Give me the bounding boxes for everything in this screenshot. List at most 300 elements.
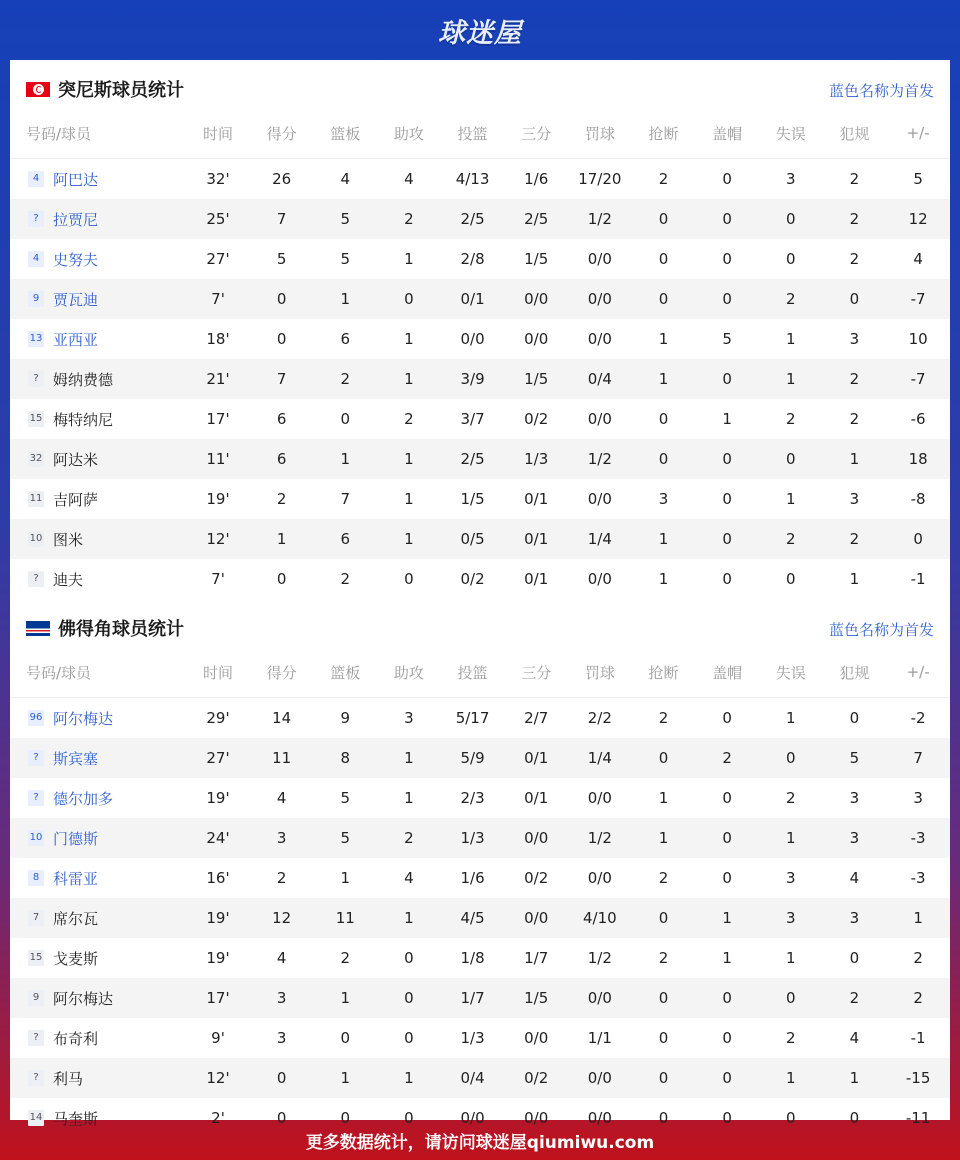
stat-cell: 26 — [272, 170, 292, 188]
column-header: 篮板 — [313, 657, 377, 698]
jersey-number: 9 — [28, 990, 44, 1006]
stat-cell: 1/2 — [587, 949, 612, 967]
stat-cell: -3 — [886, 818, 950, 858]
player-name: 马奎斯 — [53, 1109, 99, 1128]
player-name: 利马 — [53, 1069, 84, 1088]
stat-cell: 12' — [186, 1058, 250, 1098]
stat-cell: 11 — [313, 898, 377, 938]
stat-cell: 12 — [886, 199, 950, 239]
stat-cell: 1 — [377, 519, 441, 559]
stat-cell: 0/0 — [568, 978, 632, 1018]
stat-cell: 2 — [849, 170, 860, 188]
player-name-link[interactable]: 阿尔梅达 — [53, 709, 114, 728]
jersey-number: 32 — [28, 451, 44, 467]
player-cell — [10, 858, 186, 898]
stat-cell: 0/4 — [568, 359, 632, 399]
stat-cell: 0 — [722, 250, 732, 268]
stat-cell: 27' — [206, 250, 230, 268]
jersey-number: 14 — [28, 1110, 44, 1126]
stat-cell: 4 — [404, 869, 414, 887]
stat-cell: 29' — [206, 709, 230, 727]
table-header-row — [10, 657, 950, 698]
stat-cell: 12' — [186, 519, 250, 559]
stat-cell: 1 — [377, 359, 441, 399]
table-row — [10, 199, 950, 239]
stat-cell: 0 — [722, 869, 732, 887]
stat-cell: 0 — [695, 1058, 759, 1098]
jersey-number: 10 — [28, 531, 44, 547]
stat-cell: 1 — [632, 818, 696, 858]
stat-cell: 2 — [276, 490, 287, 508]
player-name: 阿达米 — [53, 450, 99, 469]
stat-cell: 0/5 — [441, 519, 505, 559]
player-name: 姆纳费德 — [53, 370, 114, 389]
stat-cell: 0/1 — [524, 570, 549, 588]
team-section — [10, 60, 950, 599]
stat-cell: 2/5 — [441, 199, 505, 239]
stat-cell: 12 — [250, 898, 314, 938]
column-header: 三分 — [504, 657, 568, 698]
player-name-link[interactable]: 门德斯 — [53, 829, 99, 848]
player-name: 吉阿萨 — [53, 490, 99, 509]
player-name: 图米 — [53, 530, 84, 549]
stat-cell: 2 — [785, 1029, 796, 1047]
stat-cell: 0 — [340, 1029, 351, 1047]
column-header: 抢断 — [632, 657, 696, 698]
stat-cell: 1 — [849, 570, 860, 588]
stat-cell: 0/0 — [524, 1029, 549, 1047]
stat-cell: 0 — [722, 709, 732, 727]
stat-cell: 1/8 — [460, 949, 485, 967]
stat-cell: 18 — [886, 439, 950, 479]
team-header — [10, 60, 950, 118]
stat-cell: 1/3 — [504, 439, 568, 479]
player-cell — [10, 399, 186, 439]
column-header: 时间 — [186, 657, 250, 698]
jersey-number: 8 — [28, 870, 44, 886]
jersey-number: ? — [28, 1070, 44, 1086]
stat-cell: 1/2 — [568, 199, 632, 239]
stat-cell: 2 — [823, 519, 887, 559]
stat-cell: 0 — [759, 199, 823, 239]
stat-cell: 0 — [722, 1029, 732, 1047]
stat-cell: -2 — [910, 709, 926, 727]
stat-cell: 1 — [250, 519, 314, 559]
stat-cell: 2 — [886, 978, 950, 1018]
player-cell — [10, 359, 186, 399]
stat-cell: 1 — [377, 738, 441, 778]
stat-cell: 0 — [695, 199, 759, 239]
table-row — [10, 239, 950, 279]
stat-cell: 2 — [695, 738, 759, 778]
stat-cell: 0/0 — [460, 330, 485, 348]
table-row — [10, 818, 950, 858]
stat-cell: 5 — [313, 818, 377, 858]
stat-cell: 0/1 — [524, 789, 549, 807]
stat-cell: 2 — [759, 279, 823, 319]
player-name-link[interactable]: 史努夫 — [53, 250, 99, 269]
stat-cell: 0/0 — [587, 490, 612, 508]
top-header — [0, 0, 960, 60]
stat-cell: 1 — [313, 279, 377, 319]
stat-cell: 0 — [823, 279, 887, 319]
stat-cell: 0 — [722, 570, 732, 588]
stat-cell: 1 — [886, 898, 950, 938]
jersey-number: ? — [28, 790, 44, 806]
stat-cell: 0 — [759, 439, 823, 479]
stat-cell: 3/9 — [441, 359, 505, 399]
stat-cell: 4 — [276, 789, 287, 807]
player-name-link[interactable]: 阿巴达 — [53, 170, 99, 189]
player-name-link[interactable]: 拉贾尼 — [53, 210, 99, 229]
stat-cell: 1 — [785, 949, 796, 967]
column-header: 投篮 — [441, 657, 505, 698]
cape-verde-flag-icon — [26, 621, 50, 636]
jersey-number: ? — [28, 211, 44, 227]
stat-cell: 0 — [250, 279, 314, 319]
stat-cell: 3 — [250, 978, 314, 1018]
column-header: 盖帽 — [695, 657, 759, 698]
stat-cell: 2 — [404, 410, 414, 428]
stat-cell: 3 — [849, 490, 860, 508]
jersey-number: 13 — [28, 331, 44, 347]
team-header — [10, 599, 950, 657]
stat-cell: 1/5 — [504, 978, 568, 1018]
table-row — [10, 159, 950, 200]
stat-cell: 32' — [206, 170, 230, 188]
player-name-link[interactable]: 贾瓦迪 — [53, 290, 99, 309]
player-cell — [10, 698, 186, 739]
stat-cell: -8 — [910, 490, 926, 508]
stat-cell: 1/5 — [524, 250, 549, 268]
stat-cell: 1 — [404, 250, 414, 268]
stat-cell: 0 — [632, 279, 696, 319]
stat-cell: 5 — [722, 330, 732, 348]
stat-cell: 0 — [658, 1109, 669, 1127]
stat-cell: 0/0 — [587, 410, 612, 428]
stat-cell: 0/0 — [504, 818, 568, 858]
stat-cell: 1 — [377, 1058, 441, 1098]
stat-cell: 1 — [632, 359, 696, 399]
stat-cell: 2/5 — [504, 199, 568, 239]
stat-cell: 1 — [722, 410, 732, 428]
stat-cell: 18' — [206, 330, 230, 348]
stat-cell: 2/5 — [441, 439, 505, 479]
team-title: 突尼斯球员统计 — [58, 80, 184, 101]
stat-cell: 2 — [785, 789, 796, 807]
stat-cell: 6 — [276, 410, 287, 428]
stat-cell: 2 — [658, 949, 669, 967]
column-header: +/- — [886, 118, 950, 159]
stat-cell: 2/8 — [460, 250, 485, 268]
stat-cell: 3 — [658, 490, 669, 508]
stat-cell: 0/1 — [504, 738, 568, 778]
stat-cell: 0 — [849, 709, 860, 727]
player-cell — [10, 159, 186, 200]
stat-cell: 16' — [206, 869, 230, 887]
table-row — [10, 359, 950, 399]
stat-cell: 1 — [658, 330, 669, 348]
stat-cell: 2 — [785, 410, 796, 428]
stat-cell: 0 — [658, 1029, 669, 1047]
stat-cell: 1 — [785, 709, 796, 727]
stat-cell: 24' — [186, 818, 250, 858]
jersey-number: 11 — [28, 491, 44, 507]
stat-cell: 1/4 — [568, 519, 632, 559]
player-name: 布奇利 — [53, 1029, 99, 1048]
stat-cell: 25' — [186, 199, 250, 239]
stat-cell: 0/0 — [587, 869, 612, 887]
stat-cell: 1/3 — [441, 818, 505, 858]
jersey-number: 4 — [28, 251, 44, 267]
stat-cell: 0/1 — [524, 490, 549, 508]
stat-cell: 0 — [404, 570, 414, 588]
site-logo[interactable]: 球迷屋 — [438, 17, 522, 49]
stat-cell: 7 — [340, 490, 351, 508]
stat-cell: -7 — [886, 359, 950, 399]
stat-cell: 17/20 — [578, 170, 622, 188]
table-row — [10, 559, 950, 599]
footer-banner[interactable]: 更多数据统计，请访问球迷屋qiumiwu.com — [305, 1132, 655, 1153]
player-cell — [10, 319, 186, 359]
jersey-number: 7 — [28, 910, 44, 926]
stat-cell: 8 — [313, 738, 377, 778]
stat-cell: 1/1 — [587, 1029, 612, 1047]
player-cell — [10, 439, 186, 479]
stat-cell: 2 — [313, 359, 377, 399]
stat-cell: 0/0 — [504, 279, 568, 319]
jersey-number: 10 — [28, 830, 44, 846]
stat-cell: 0/0 — [587, 789, 612, 807]
table-row — [10, 778, 950, 818]
stat-cell: 1/5 — [504, 359, 568, 399]
stat-cell: 4 — [340, 170, 351, 188]
stat-cell: 3 — [785, 170, 796, 188]
column-header: 篮板 — [313, 118, 377, 159]
stat-cell: 2 — [658, 709, 669, 727]
stat-cell: 2' — [211, 1109, 225, 1127]
stat-cell: 2 — [823, 199, 887, 239]
stat-cell: 1 — [785, 330, 796, 348]
player-name-link[interactable]: 科雷亚 — [53, 869, 99, 888]
column-header: 得分 — [250, 657, 314, 698]
column-header: 盖帽 — [695, 118, 759, 159]
stat-cell: 0 — [632, 199, 696, 239]
stat-cell: 2 — [340, 949, 351, 967]
stat-cell: 0/0 — [587, 570, 612, 588]
table-row — [10, 439, 950, 479]
stat-cell: 2 — [658, 869, 669, 887]
stat-cell: 21' — [186, 359, 250, 399]
stat-cell: 0/0 — [524, 1109, 549, 1127]
column-header: 号码/球员 — [10, 118, 186, 159]
player-name: 迪夫 — [53, 570, 84, 589]
stat-cell: 0 — [695, 439, 759, 479]
stat-cell: 0 — [759, 978, 823, 1018]
stat-cell: 0 — [632, 978, 696, 1018]
stat-cell: 6 — [250, 439, 314, 479]
stat-cell: 1 — [823, 439, 887, 479]
stat-cell: 0 — [695, 519, 759, 559]
stat-cell: 0 — [886, 519, 950, 559]
team-title: 佛得角球员统计 — [58, 619, 184, 640]
stat-cell: 19' — [206, 789, 230, 807]
stat-cell: 19' — [206, 949, 230, 967]
stat-cell: 0/0 — [568, 279, 632, 319]
stat-cell: 0 — [722, 490, 732, 508]
player-name-link[interactable]: 亚西亚 — [53, 330, 99, 349]
stat-cell: 1 — [313, 978, 377, 1018]
stat-cell: 0/1 — [441, 279, 505, 319]
player-cell — [10, 818, 186, 858]
stat-cell: 0 — [759, 738, 823, 778]
stat-cell: 5 — [823, 738, 887, 778]
team-section — [10, 599, 950, 1138]
stat-cell: 7 — [250, 359, 314, 399]
stat-cell: 0/0 — [587, 330, 612, 348]
stat-cell: 3 — [823, 898, 887, 938]
stat-cell: 3 — [849, 789, 860, 807]
stat-cell: 0/0 — [568, 1058, 632, 1098]
stat-cell: -15 — [886, 1058, 950, 1098]
stat-cell: 7 — [886, 738, 950, 778]
stat-cell: 4 — [404, 170, 414, 188]
jersey-number: 15 — [28, 950, 44, 966]
stat-cell: 17' — [206, 410, 230, 428]
stat-cell: 1 — [658, 789, 669, 807]
table-row — [10, 898, 950, 938]
stat-cell: 1/4 — [568, 738, 632, 778]
stat-cell: 2 — [377, 199, 441, 239]
stat-cell: 3 — [849, 330, 860, 348]
jersey-number: 96 — [28, 710, 44, 726]
stat-cell: 5 — [313, 199, 377, 239]
player-cell — [10, 1058, 186, 1098]
table-row — [10, 1058, 950, 1098]
stat-cell: 1 — [340, 869, 351, 887]
stat-cell: 2 — [276, 869, 287, 887]
stat-cell: 4 — [276, 949, 287, 967]
stat-cell: 1/2 — [568, 439, 632, 479]
player-cell — [10, 479, 186, 519]
stat-cell: 1 — [377, 439, 441, 479]
stat-cell: 0/0 — [524, 330, 549, 348]
stat-cell: 3 — [913, 789, 923, 807]
stat-cell: 4/10 — [568, 898, 632, 938]
stat-cell: 1 — [313, 1058, 377, 1098]
stat-cell: 27' — [186, 738, 250, 778]
stat-cell: 0 — [785, 1109, 796, 1127]
stat-cell: 0 — [722, 170, 732, 188]
stat-cell: 0/1 — [504, 519, 568, 559]
stat-cell: 3 — [785, 869, 796, 887]
stat-cell: 0 — [722, 789, 732, 807]
stat-cell: 4 — [913, 250, 923, 268]
stat-cell: 0/0 — [587, 1109, 612, 1127]
stat-cell: 2/3 — [460, 789, 485, 807]
stat-cell: 1/7 — [441, 978, 505, 1018]
stat-cell: 0/4 — [441, 1058, 505, 1098]
stat-cell: 3 — [404, 709, 414, 727]
stat-cell: 1 — [632, 519, 696, 559]
stat-cell: 2 — [377, 818, 441, 858]
column-header: 时间 — [186, 118, 250, 159]
stat-cell: 0 — [632, 738, 696, 778]
stat-cell: 1/2 — [568, 818, 632, 858]
column-header: +/- — [886, 657, 950, 698]
column-header: 罚球 — [568, 657, 632, 698]
stat-cell: 1 — [404, 789, 414, 807]
stats-panel — [10, 60, 950, 1128]
stat-cell: 0/0 — [504, 898, 568, 938]
tunisia-flag-icon — [26, 82, 50, 97]
table-row — [10, 1018, 950, 1058]
stat-cell: 6 — [340, 330, 351, 348]
table-row — [10, 399, 950, 439]
stat-cell: 4/5 — [441, 898, 505, 938]
stat-cell: 0 — [695, 359, 759, 399]
stat-cell: 9' — [211, 1029, 225, 1047]
player-cell — [10, 239, 186, 279]
stat-cell: 1 — [759, 359, 823, 399]
table-row — [10, 738, 950, 778]
table-row — [10, 978, 950, 1018]
column-header: 犯规 — [823, 118, 887, 159]
stat-cell: -3 — [910, 869, 926, 887]
player-name: 席尔瓦 — [53, 909, 99, 928]
stat-cell: 17' — [186, 978, 250, 1018]
stat-cell: 0 — [377, 279, 441, 319]
stat-cell: 0 — [785, 570, 796, 588]
stat-cell: 7' — [211, 570, 225, 588]
player-name-link[interactable]: 斯宾塞 — [53, 749, 99, 768]
stat-cell: 2 — [849, 250, 860, 268]
stat-cell: 0 — [404, 949, 414, 967]
jersey-number: 15 — [28, 411, 44, 427]
stat-cell: 5/9 — [441, 738, 505, 778]
stat-cell: 2 — [823, 359, 887, 399]
column-header: 助攻 — [377, 118, 441, 159]
stat-cell: 2 — [340, 570, 351, 588]
stat-cell: 4 — [849, 869, 860, 887]
player-name-link[interactable]: 德尔加多 — [53, 789, 114, 808]
column-header: 抢断 — [632, 118, 696, 159]
stat-cell: -1 — [910, 570, 926, 588]
table-row — [10, 479, 950, 519]
player-name: 梅特纳尼 — [53, 410, 114, 429]
stat-cell: 0 — [632, 439, 696, 479]
stat-cell: 0/0 — [587, 250, 612, 268]
column-header: 失误 — [759, 118, 823, 159]
stat-cell: 0 — [377, 978, 441, 1018]
stat-cell: 1/3 — [460, 1029, 485, 1047]
stat-cell: 5 — [340, 250, 351, 268]
stat-cell: 0 — [276, 330, 287, 348]
stat-cell: 0 — [849, 949, 860, 967]
stat-cell: 0 — [632, 1058, 696, 1098]
player-cell — [10, 519, 186, 559]
stat-cell: 1 — [313, 439, 377, 479]
column-header: 号码/球员 — [10, 657, 186, 698]
player-cell — [10, 778, 186, 818]
table-row — [10, 698, 950, 739]
stat-cell: 7' — [186, 279, 250, 319]
stat-cell: 1/5 — [460, 490, 485, 508]
stat-cell: 0 — [658, 250, 669, 268]
stat-cell: 19' — [206, 490, 230, 508]
stat-cell: 0 — [276, 1109, 287, 1127]
table-row — [10, 319, 950, 359]
